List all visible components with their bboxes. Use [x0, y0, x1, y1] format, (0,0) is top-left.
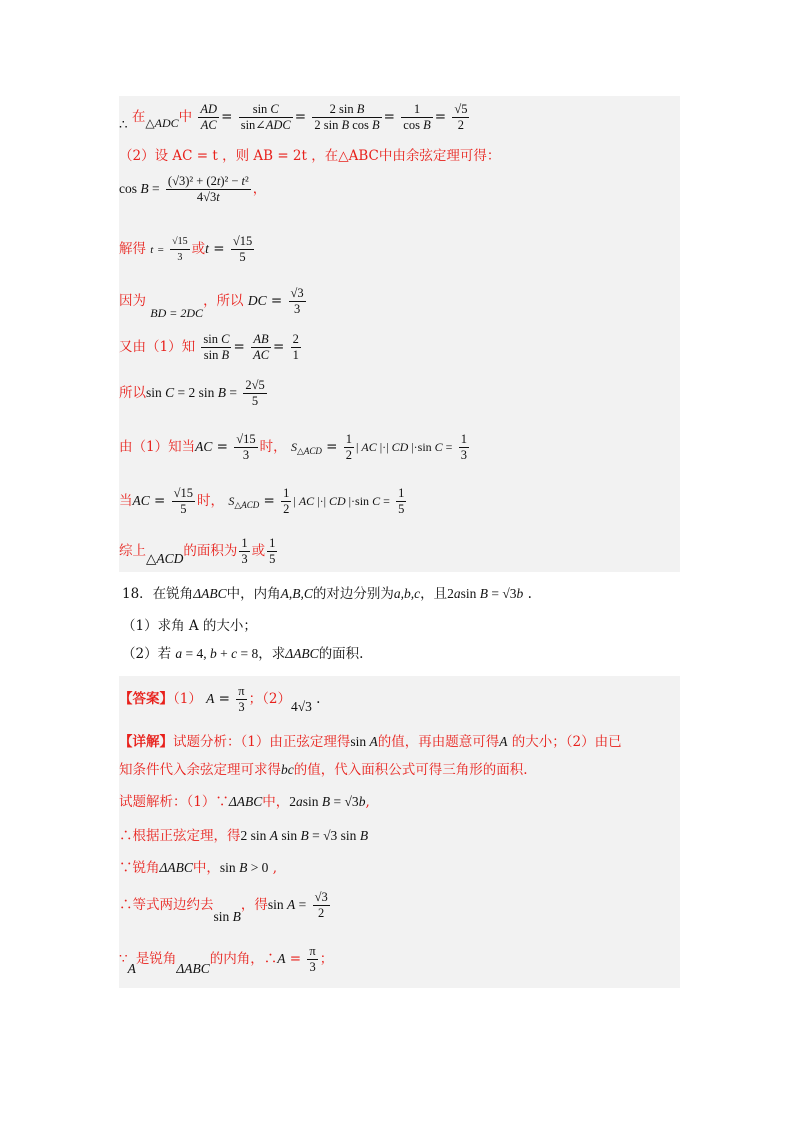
sol18-step-5: ∵A是锐角ΔABC的内角，∴A = $\frac{\pi}{3}$ ； [119, 944, 334, 976]
solution-17-block [119, 96, 680, 572]
sol17-line-3: cos B = $\frac{\text{(√3)² + (2t)² − t²}}{4√3t}$ ， [119, 174, 267, 204]
sol17-line-7: 所以sin C = 2 sin B = $\frac{2√5}{5}$ [119, 378, 265, 408]
q18-part-1: （1）求角 A 的大小； [122, 618, 257, 634]
sol18-answer: 【答案】（1） A = $\frac{\pi}{3}$ ；（2）4√3 . [119, 684, 321, 714]
sol18-step-3: ∵锐角ΔABC中，sin B > 0 , [119, 860, 278, 876]
sol17-line-6: 又由（1）知 $\frac{\text{sin C}}{\text{sin B}}$ = $\frac{AB}{AC}$ = $\frac{2}{1}$ [119, 332, 299, 362]
sol18-detail-2: 知条件代入余弦定理可求得bc的值，代入面积公式可得三角形的面积. [119, 762, 528, 778]
sol18-detail-1: 【详解】试题分析：（1）由正弦定理得sin A的值，再由题意可得A 的大小；（2）由已 [119, 734, 622, 750]
sol17-line-8: 由（1）知当AC = $\frac{√15}{3}$ 时， $S_{\triangle ACD}$ = $\frac{1}{2}$ | AC |·| CD |·sin C = $\frac{1}{3}$ [119, 432, 467, 462]
solution-18-block [119, 676, 680, 988]
sol17-line-1: ∴ 在△ADC中 $\frac{AD}{AC}$ = $\frac{\text{sin C}}{\text{sin∠ADC}}$ = $\frac{\text{2 sin B}}{\text{2 sin B cos B}}$ = $\frac{1}{\text{cos B}}$ = $\frac{√5}{2}$ [119, 102, 468, 132]
sol18-step-2: ∴根据正弦定理，得2 sin A sin B = √3 sin B [119, 828, 369, 844]
sol17-line-5: 因为 BD = 2DC，所以 DC = $\frac{√3}{3}$ [119, 286, 304, 320]
sol18-step-4: ∴等式两边约去sin B，得sin A = $\frac{√3}{2}$ [119, 890, 328, 924]
sol17-line-2: （2）设 AC = t ，则 AB = 2t ，在△ABC中由余弦定理可得： [119, 148, 501, 164]
sol17-line-4: 解得 t = $\frac{√15}{3}$ 或t = $\frac{√15}{5}$ [119, 234, 253, 264]
sol18-step-1: 试题解析：（1）∵ΔABC中，2asin B = √3b, [119, 794, 370, 810]
q18-part-2: （2）若 a = 4, b + c = 8，求ΔABC的面积. [122, 646, 364, 662]
sol17-line-10: 综上△ACD的面积为 $\frac{1}{3}$ 或 $\frac{1}{5}$ [119, 536, 276, 566]
sol17-line-9: 当AC = $\frac{√15}{5}$ 时， $S_{\triangle ACD}$ = $\frac{1}{2}$ | AC |·| CD |·sin C = $\frac{1}{5}$ [119, 486, 405, 516]
q18-stem: 18．在锐角ΔABC中，内角A,B,C的对边分别为a,b,c，且2asin B = √3b . [122, 586, 532, 602]
